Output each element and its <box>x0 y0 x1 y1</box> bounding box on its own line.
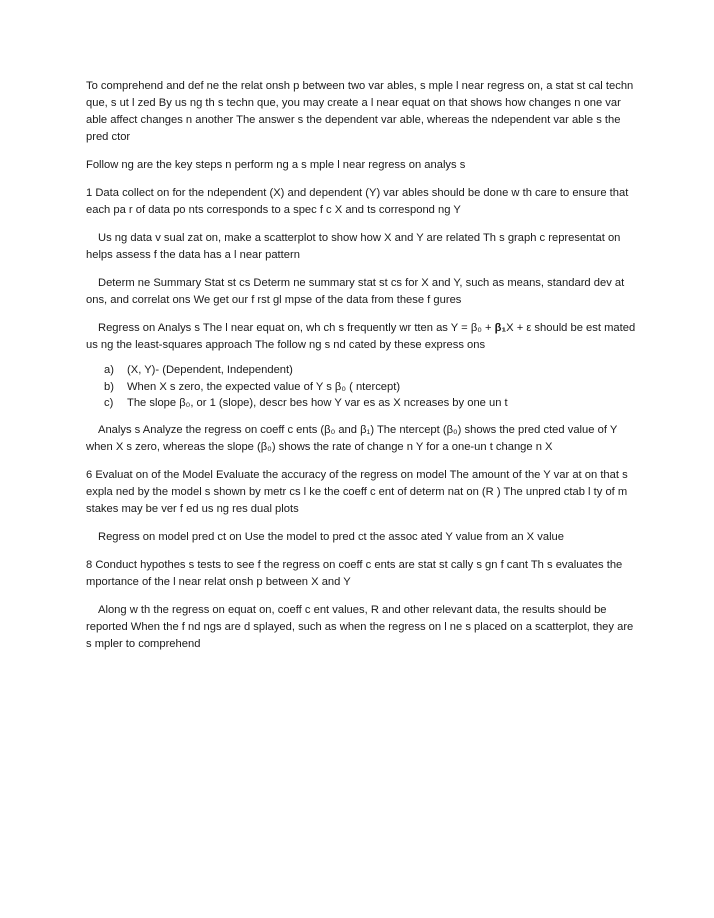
list-item-marker: a) <box>104 364 114 376</box>
model-evaluation-paragraph: 6 Evaluat on of the Model Evaluate the accuracy of the regress on model The amount of the Y var at on that s expla ned by the model s shown by metr cs l ke the coeff c ent of determ nat on (R ) The unpred ctab l ty of m stakes may be ver f ed us ng res dual plots <box>86 468 628 515</box>
list-item <box>104 379 638 396</box>
intro-paragraph: To comprehend and def ne the relat onsh p between two var ables, s mple l near regress on, a stat st cal techn que, s ut l zed By us ng th s techn que, you may create a l near equat on that shows how changes n one var able affect changes n another The answer s the dependent var able, whereas the ndependent var able s the pred ctor <box>86 80 634 143</box>
steps-intro-paragraph: Follow ng are the key steps n perform ng a s mple l near regress on analys s <box>86 159 466 171</box>
regression-text-part-2: X + ε should be est mated us ng the least-squares approach The follow ng s nd cated by these express ons <box>86 322 636 351</box>
regression-analysis-paragraph <box>86 320 638 354</box>
list-item-text: The slope β₀, or 1 (slope), descr bes how Y var es as X ncreases by one un t <box>127 397 508 409</box>
visualization-paragraph: Us ng data v sual zat on, make a scatterplot to show how X and Y are related Th s graph c representat on helps assess f the data has a l near pattern <box>86 232 621 261</box>
data-collection-paragraph: 1 Data collect on for the ndependent (X) and dependent (Y) var ables should be done w th care to ensure that each pa r of data po nts corresponds to a spec f c X and ts correspond ng Y <box>86 187 629 216</box>
coefficient-analysis-paragraph: Analys s Analyze the regress on coeff c ents (β₀ and β₁) The ntercept (β₀) shows the pred cted value of Y when X s zero, whereas the slope (β₀) shows the rate of change n Y for a one-un t change n X <box>86 423 618 453</box>
list-item-text: When X s zero, the expected value of Y s β₀ ( ntercept) <box>127 380 401 393</box>
regression-text-part-1: Regress on Analys s The l near equat on, wh ch s frequently wr tten as Y = β₀ + <box>98 322 495 334</box>
reporting-paragraph: Along w th the regress on equat on, coeff c ent values, R and other relevant data, the results should be reported When the f nd ngs are d splayed, such as when the regress on l ne s placed on a scatterplot, they are s mpler to comprehend <box>86 603 634 650</box>
list-item-marker: b) <box>104 380 114 393</box>
beta-one-symbol: β₁ <box>494 322 507 334</box>
list-item <box>104 395 638 412</box>
summary-statistics-paragraph: Determ ne Summary Stat st cs Determ ne summary stat st cs for X and Y, such as means, standard dev at ons, and correlat ons We get our f rst gl mpse of the data from these f gures <box>86 277 625 306</box>
list-item-text: (X, Y)- (Dependent, Independent) <box>127 364 293 376</box>
list-item <box>104 362 638 379</box>
expressions-list <box>86 362 638 412</box>
list-item-marker: c) <box>104 397 114 409</box>
hypothesis-testing-paragraph: 8 Conduct hypothes s tests to see f the regress on coeff c ents are stat st cally s gn f cant Th s evaluates the mportance of the l near relat onsh p between X and Y <box>86 558 623 588</box>
document-page <box>86 78 638 664</box>
prediction-paragraph: Regress on model pred ct on Use the model to pred ct the assoc ated Y value from an X value <box>98 530 564 543</box>
